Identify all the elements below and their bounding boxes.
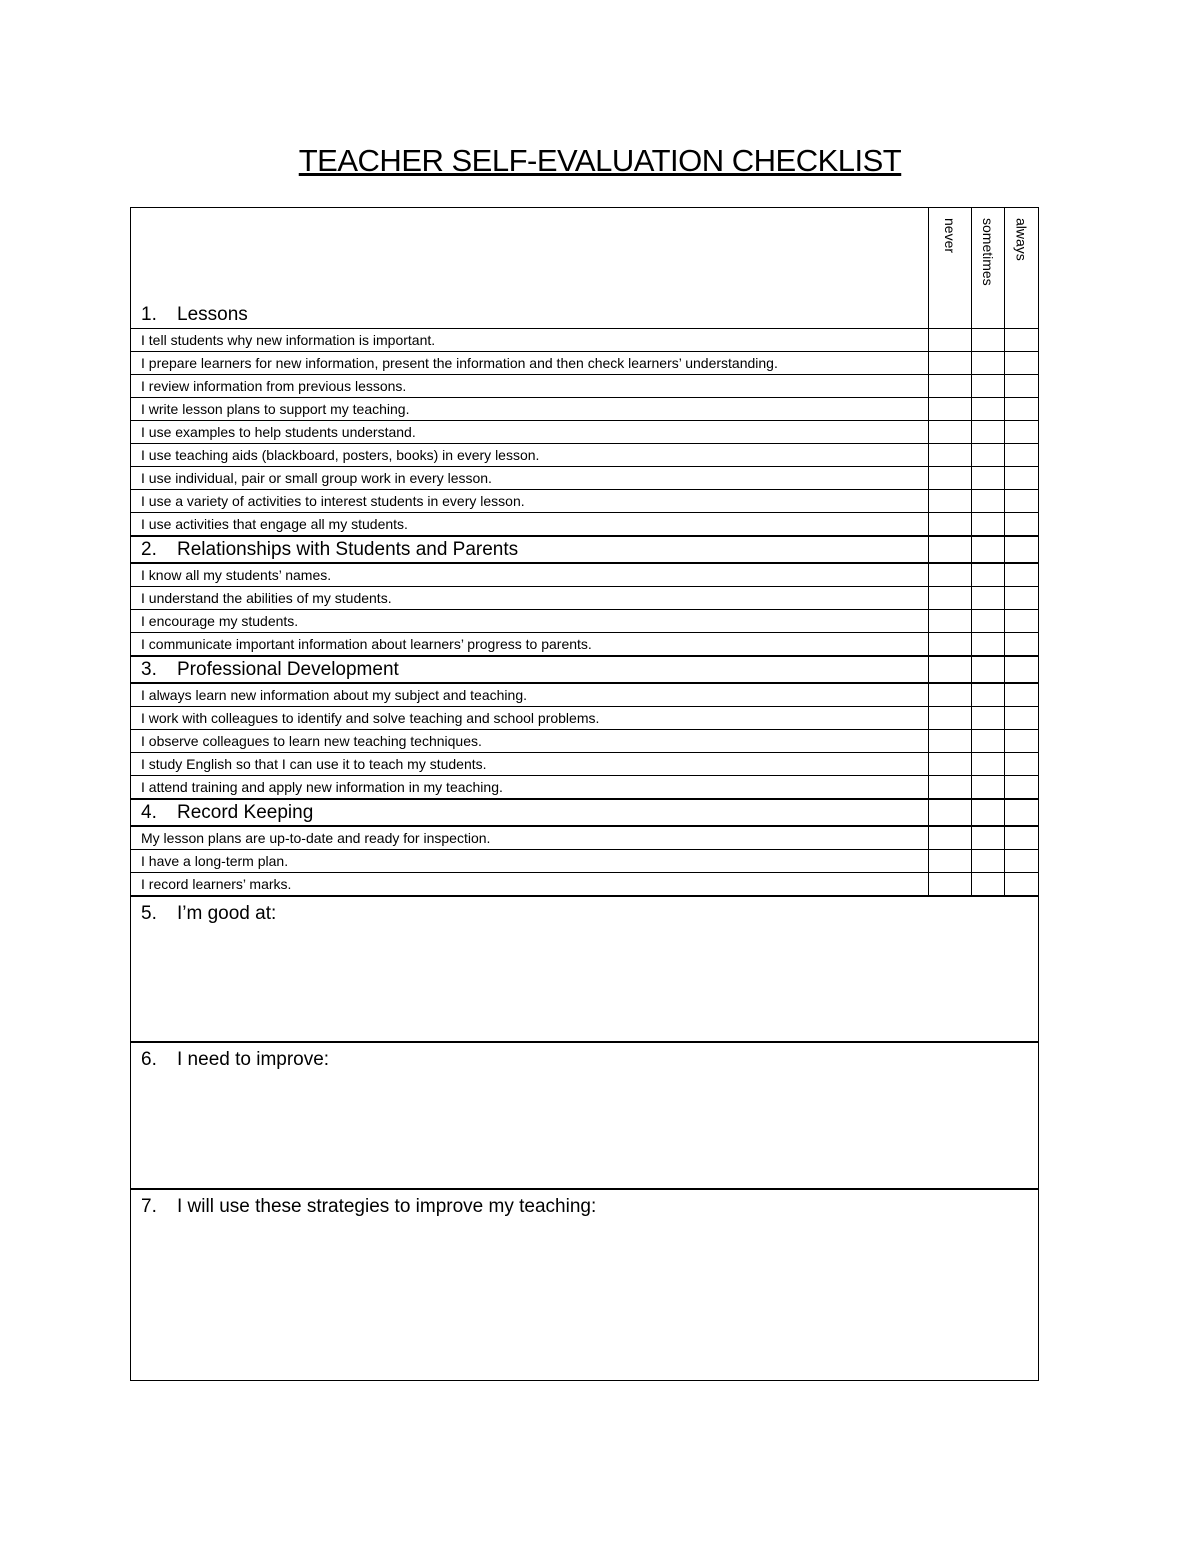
checklist-item-row	[131, 375, 1039, 398]
checkbox-sometimes[interactable]	[972, 587, 1005, 610]
checklist-item-row	[131, 513, 1039, 537]
section-title: I need to improve:	[177, 1049, 330, 1070]
checklist-item-row	[131, 329, 1039, 352]
section-row	[131, 536, 1039, 563]
item-text: I communicate important information about learners’ progress to parents.	[131, 633, 929, 657]
checkbox-sometimes[interactable]	[972, 850, 1005, 873]
checkbox-always[interactable]	[1005, 587, 1039, 610]
checkbox-always[interactable]	[1005, 329, 1039, 352]
section-row	[131, 656, 1039, 683]
checkbox-always[interactable]	[1005, 421, 1039, 444]
open-response-area[interactable]	[131, 896, 1039, 1042]
checkbox-sometimes[interactable]	[972, 610, 1005, 633]
item-text: I encourage my students.	[131, 610, 929, 633]
checkbox-never[interactable]	[929, 730, 972, 753]
column-header-sometimes	[972, 208, 1005, 329]
checkbox-sometimes[interactable]	[972, 707, 1005, 730]
section-title: I’m good at:	[177, 903, 277, 924]
checklist-item-row	[131, 776, 1039, 800]
checklist-item-row	[131, 633, 1039, 657]
section-number: 2.	[141, 538, 157, 560]
checkbox-never[interactable]	[929, 633, 972, 657]
item-text: I tell students why new information is important.	[131, 329, 929, 352]
section-title: Professional Development	[177, 658, 399, 680]
checklist-item-row	[131, 467, 1039, 490]
section-cell-never	[929, 536, 972, 563]
column-header-never	[929, 208, 972, 329]
checkbox-always[interactable]	[1005, 753, 1039, 776]
item-text: I have a long-term plan.	[131, 850, 929, 873]
section-number: 3.	[141, 658, 157, 680]
checkbox-always[interactable]	[1005, 563, 1039, 587]
checkbox-never[interactable]	[929, 587, 972, 610]
checkbox-never[interactable]	[929, 776, 972, 800]
checkbox-sometimes[interactable]	[972, 490, 1005, 513]
open-response-section	[131, 896, 1039, 1042]
section-heading	[131, 799, 929, 826]
section-cell-always	[1005, 799, 1039, 826]
checkbox-always[interactable]	[1005, 352, 1039, 375]
section-title: Lessons	[177, 304, 248, 325]
column-label-sometimes: sometimes	[980, 218, 996, 286]
checkbox-always[interactable]	[1005, 444, 1039, 467]
checklist-item-row	[131, 490, 1039, 513]
checkbox-always[interactable]	[1005, 513, 1039, 537]
item-text: I work with colleagues to identify and solve teaching and school problems.	[131, 707, 929, 730]
checkbox-sometimes[interactable]	[972, 513, 1005, 537]
checklist-item-row	[131, 587, 1039, 610]
checkbox-never[interactable]	[929, 513, 972, 537]
checkbox-sometimes[interactable]	[972, 421, 1005, 444]
section-title: I will use these strategies to improve my teaching:	[177, 1196, 597, 1217]
section-title: Relationships with Students and Parents	[177, 538, 519, 560]
checklist-item-row	[131, 826, 1039, 850]
checkbox-sometimes[interactable]	[972, 375, 1005, 398]
section-number: 6.	[141, 1049, 157, 1070]
item-text: I use teaching aids (blackboard, posters, books) in every lesson.	[131, 444, 929, 467]
checkbox-never[interactable]	[929, 444, 972, 467]
checklist-item-row	[131, 850, 1039, 873]
section-heading	[131, 656, 929, 683]
checkbox-sometimes[interactable]	[972, 683, 1005, 707]
item-text: I prepare learners for new information, present the information and then check learners’ understanding.	[131, 352, 929, 375]
section-cell-never	[929, 799, 972, 826]
section-title: Record Keeping	[177, 801, 314, 823]
checkbox-never[interactable]	[929, 873, 972, 897]
checkbox-never[interactable]	[929, 352, 972, 375]
checkbox-never[interactable]	[929, 826, 972, 850]
section-cell-sometimes	[972, 656, 1005, 683]
checkbox-sometimes[interactable]	[972, 753, 1005, 776]
checkbox-sometimes[interactable]	[972, 776, 1005, 800]
checklist-item-row	[131, 873, 1039, 897]
checkbox-always[interactable]	[1005, 730, 1039, 753]
checkbox-always[interactable]	[1005, 633, 1039, 657]
section-heading	[131, 536, 929, 563]
checkbox-always[interactable]	[1005, 610, 1039, 633]
open-response-section	[131, 1042, 1039, 1189]
checkbox-never[interactable]	[929, 850, 972, 873]
item-text: I review information from previous lessons.	[131, 375, 929, 398]
item-text: I use activities that engage all my students.	[131, 513, 929, 537]
section-heading	[131, 208, 929, 329]
item-text: I know all my students’ names.	[131, 563, 929, 587]
open-response-area[interactable]	[131, 1042, 1039, 1189]
page-title: TEACHER SELF-EVALUATION CHECKLIST	[298, 143, 902, 178]
checkbox-sometimes[interactable]	[972, 826, 1005, 850]
item-text: I study English so that I can use it to teach my students.	[131, 753, 929, 776]
checkbox-never[interactable]	[929, 610, 972, 633]
checkbox-never[interactable]	[929, 421, 972, 444]
checklist-item-row	[131, 352, 1039, 375]
item-text: I write lesson plans to support my teaching.	[131, 398, 929, 421]
checkbox-never[interactable]	[929, 467, 972, 490]
checkbox-always[interactable]	[1005, 850, 1039, 873]
column-header-always	[1005, 208, 1039, 329]
checklist-item-row	[131, 398, 1039, 421]
section-cell-always	[1005, 656, 1039, 683]
section-row	[131, 799, 1039, 826]
checkbox-never[interactable]	[929, 490, 972, 513]
checkbox-always[interactable]	[1005, 707, 1039, 730]
item-text: My lesson plans are up-to-date and ready for inspection.	[131, 826, 929, 850]
checkbox-always[interactable]	[1005, 826, 1039, 850]
open-response-section	[131, 1189, 1039, 1381]
section-number: 7.	[141, 1196, 157, 1217]
checklist-table	[130, 207, 1039, 1381]
checkbox-always[interactable]	[1005, 490, 1039, 513]
checkbox-never[interactable]	[929, 753, 972, 776]
checkbox-sometimes[interactable]	[972, 352, 1005, 375]
column-label-always: always	[1013, 218, 1030, 261]
item-text: I use examples to help students understand.	[131, 421, 929, 444]
checkbox-always[interactable]	[1005, 375, 1039, 398]
header-row	[131, 208, 1039, 329]
checkbox-always[interactable]	[1005, 467, 1039, 490]
checkbox-never[interactable]	[929, 563, 972, 587]
checklist-item-row	[131, 444, 1039, 467]
item-text: I use individual, pair or small group work in every lesson.	[131, 467, 929, 490]
item-text: I attend training and apply new information in my teaching.	[131, 776, 929, 800]
checkbox-sometimes[interactable]	[972, 873, 1005, 897]
item-text: I observe colleagues to learn new teaching techniques.	[131, 730, 929, 753]
checkbox-sometimes[interactable]	[972, 563, 1005, 587]
checkbox-never[interactable]	[929, 398, 972, 421]
checkbox-sometimes[interactable]	[972, 398, 1005, 421]
section-cell-sometimes	[972, 799, 1005, 826]
checkbox-sometimes[interactable]	[972, 329, 1005, 352]
column-label-never: never	[942, 218, 958, 254]
checkbox-always[interactable]	[1005, 683, 1039, 707]
section-number: 1.	[141, 304, 157, 325]
section-cell-always	[1005, 536, 1039, 563]
open-response-area[interactable]	[131, 1189, 1039, 1381]
checklist-item-row	[131, 421, 1039, 444]
checkbox-never[interactable]	[929, 707, 972, 730]
item-text: I understand the abilities of my students.	[131, 587, 929, 610]
checkbox-never[interactable]	[929, 683, 972, 707]
checklist-item-row	[131, 683, 1039, 707]
section-cell-never	[929, 656, 972, 683]
item-text: I record learners’ marks.	[131, 873, 929, 897]
checkbox-sometimes[interactable]	[972, 633, 1005, 657]
checkbox-sometimes[interactable]	[972, 444, 1005, 467]
checklist-item-row	[131, 730, 1039, 753]
item-text: I always learn new information about my subject and teaching.	[131, 683, 929, 707]
checklist-item-row	[131, 563, 1039, 587]
checklist-item-row	[131, 753, 1039, 776]
checkbox-sometimes[interactable]	[972, 467, 1005, 490]
checklist-item-row	[131, 707, 1039, 730]
section-cell-sometimes	[972, 536, 1005, 563]
checkbox-sometimes[interactable]	[972, 730, 1005, 753]
checkbox-always[interactable]	[1005, 398, 1039, 421]
section-number: 4.	[141, 801, 157, 823]
checkbox-never[interactable]	[929, 329, 972, 352]
section-number: 5.	[141, 903, 157, 924]
checkbox-always[interactable]	[1005, 776, 1039, 800]
item-text: I use a variety of activities to interest students in every lesson.	[131, 490, 929, 513]
checklist-item-row	[131, 610, 1039, 633]
checkbox-always[interactable]	[1005, 873, 1039, 897]
checklist-body	[131, 208, 1039, 1381]
checkbox-never[interactable]	[929, 375, 972, 398]
